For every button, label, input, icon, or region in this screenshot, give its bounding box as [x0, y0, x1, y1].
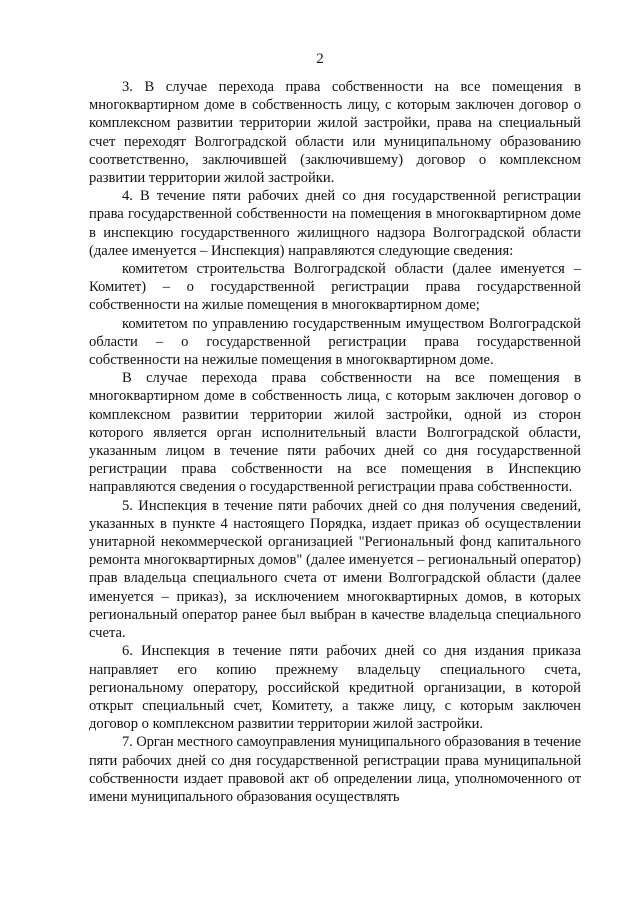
page-number: 2 [316, 51, 324, 67]
paragraph-7: 7. Орган местного самоуправления муниципального образования в течение пяти рабочих дней со дня государственной регистрации права муниципальной собственности издает правовой акт об определении лица, уполномоченного от имени муниципального образования осуществлять [89, 734, 581, 805]
paragraph-4-committee-property: комитетом по управлению государственным имуществом Волгоградской области – о государственной регистрации права государственной собственности на нежилые помещения в многоквартирном доме. [89, 315, 581, 369]
paragraph-6: 6. Инспекция в течение пяти рабочих дней со дня издания приказа направляет его копию прежнему владельцу специального счета, региональному оператору, российской кредитной организации, в которой открыт специальный счет, Комитету, а также лицу, с которым заключен договор о комплексном развитии территории жилой застройки. [89, 643, 581, 733]
paragraph-3: 3. В случае перехода права собственности на все помещения в многоквартирном доме в собственность лицу, с которым заключен договор о комплексном развитии территории жилой застройки, права на специальный счет переходят Волгоградской области или муниципальному образованию соответственно, заключившей (заключившему) договор о комплексном развитии территории жилой застройки. [89, 79, 581, 187]
document-body [89, 78, 581, 806]
paragraph-4-committee-construction: комитетом строительства Волгоградской области (далее именуется – Комитет) – о государственной регистрации права государственной собственности на жилые помещения в многоквартирном доме; [89, 261, 581, 314]
paragraph-4: 4. В течение пяти рабочих дней со дня государственной регистрации права государственной собственности на помещения в многоквартирном доме в инспекцию государственного жилищного надзора Волгоградской области (далее именуется – Инспекция) направляются следующие сведения: [89, 188, 581, 259]
paragraph-4-transfer-case: В случае перехода права собственности на все помещения в многоквартирном доме в собственность лица, с которым заключен договор о комплексном развитии территории жилой застройки, одной из сторон которого является орган исполнительный власти Волгоградской области, указанным лицом в течение пяти рабочих дней со дня государственной регистрации права собственности на все помещения в Инспекцию направляются сведения о государственной регистрации права собственности. [89, 370, 581, 496]
paragraph-5: 5. Инспекция в течение пяти рабочих дней со дня получения сведений, указанных в пункте 4 настоящего Порядка, издает приказ об осуществлении унитарной некоммерческой организацией "Региональный фонд капитального ремонта многоквартирных домов" (далее именуется – региональный оператор) прав владельца специального счета от имени Волгоградской области (далее именуется – приказ), за исключением многоквартирных домов, в которых региональный оператор ранее был выбран в качестве владельца специального счета. [89, 497, 581, 642]
